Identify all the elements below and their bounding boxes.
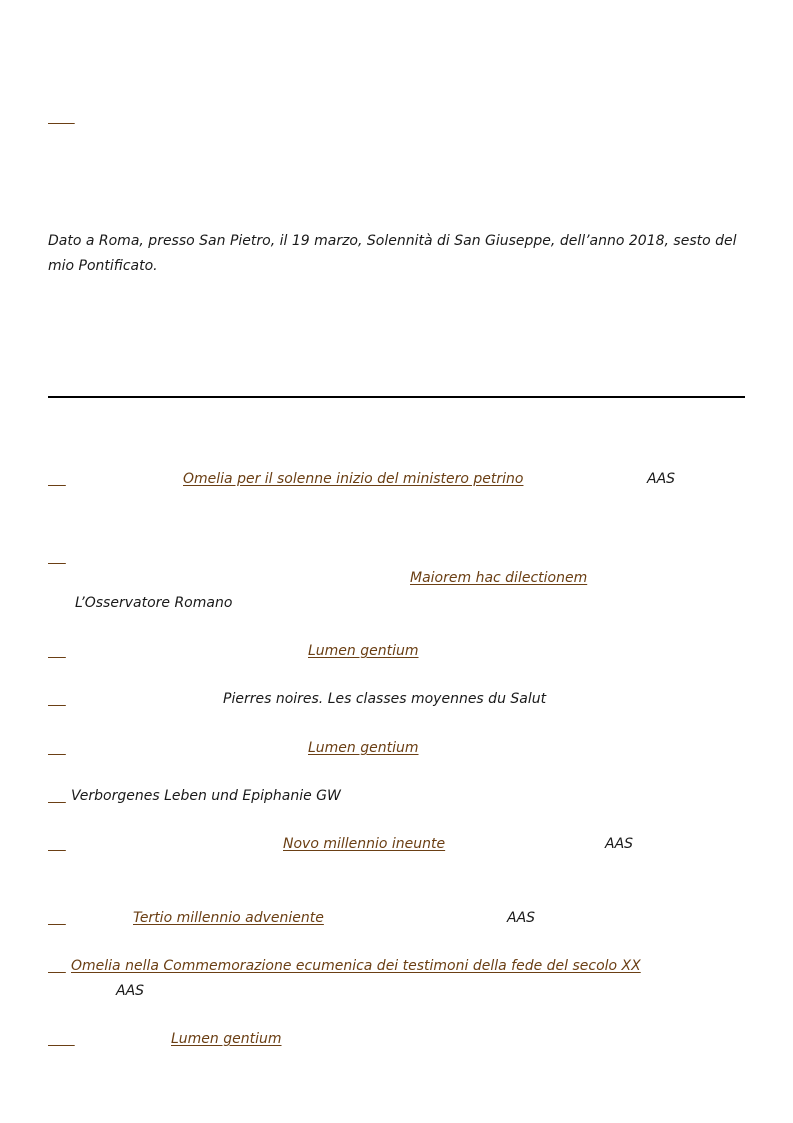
footnote-7-abbr: AAS xyxy=(605,836,634,852)
footnote-7-link[interactable]: Novo millennio ineunte xyxy=(283,836,446,852)
footnote-5-link[interactable]: Lumen gentium xyxy=(308,740,419,756)
closing-paragraph: Dato a Roma, presso San Pietro, il 19 marzo, Solennità di San Giuseppe, dell’anno 2018, sesto del mio Pontificato. xyxy=(48,233,737,274)
footnote-mark-7[interactable] xyxy=(48,835,66,853)
footnote-separator xyxy=(48,396,745,398)
footnote-2-text: L’Osservatore Romano xyxy=(75,595,233,611)
footnote-mark-3[interactable] xyxy=(48,642,66,660)
footnote-mark-10[interactable] xyxy=(48,1030,75,1048)
footnote-mark-5[interactable] xyxy=(48,739,66,757)
footnote-2-link[interactable]: Maiorem hac dilectionem xyxy=(410,570,588,586)
footnote-10-link[interactable]: Lumen gentium xyxy=(171,1031,282,1047)
footnote-1-abbr: AAS xyxy=(647,471,676,487)
footnote-6-text: Verborgenes Leben und Epiphanie GW xyxy=(71,788,341,804)
footnote-1-link[interactable]: Omelia per il solenne inizio del ministero petrino xyxy=(183,471,524,487)
footnote-mark-4[interactable] xyxy=(48,690,66,708)
footnote-mark-top[interactable] xyxy=(48,108,75,126)
footnote-3-link[interactable]: Lumen gentium xyxy=(308,643,419,659)
footnote-4-text: Pierres noires. Les classes moyennes du Salut xyxy=(223,691,547,707)
footnote-mark-8[interactable] xyxy=(48,909,66,927)
footnote-mark-9[interactable] xyxy=(48,957,66,975)
footnote-9-abbr: AAS xyxy=(116,983,145,999)
footnote-9-link[interactable]: Omelia nella Commemorazione ecumenica dei testimoni della fede del secolo XX xyxy=(71,958,641,974)
footnote-8-link[interactable]: Tertio millennio adveniente xyxy=(133,910,324,926)
footnote-mark-1[interactable] xyxy=(48,470,66,488)
footnote-8-abbr: AAS xyxy=(507,910,536,926)
footnote-mark-2[interactable] xyxy=(48,548,66,566)
footnote-mark-6[interactable] xyxy=(48,787,66,805)
